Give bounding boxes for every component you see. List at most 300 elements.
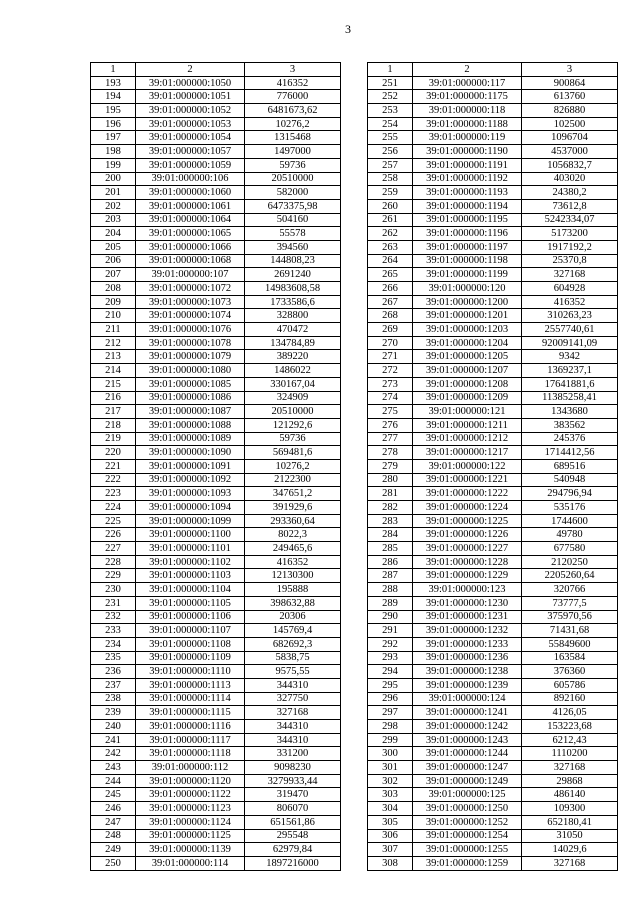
table-row — [91, 761, 341, 775]
cell-value: 295548 — [245, 829, 341, 843]
table-row — [368, 569, 618, 583]
cell-value: 6212,43 — [522, 733, 618, 747]
cell-row-number: 260 — [368, 199, 413, 213]
table-row — [368, 350, 618, 364]
cell-value: 1486022 — [245, 364, 341, 378]
cell-row-number: 248 — [91, 829, 136, 843]
cell-cadastral-id: 39:01:000000:1103 — [136, 569, 245, 583]
cell-value: 604928 — [522, 282, 618, 296]
cell-cadastral-id: 39:01:000000:1110 — [136, 665, 245, 679]
cell-row-number: 220 — [91, 446, 136, 460]
table-row — [368, 637, 618, 651]
cell-value: 389220 — [245, 350, 341, 364]
cadastral-table-right — [367, 62, 618, 871]
cell-cadastral-id: 39:01:000000:1076 — [136, 323, 245, 337]
cell-value: 1056832,7 — [522, 158, 618, 172]
cell-row-number: 259 — [368, 186, 413, 200]
table-row — [368, 432, 618, 446]
table-row — [91, 295, 341, 309]
cell-cadastral-id: 39:01:000000:1102 — [136, 555, 245, 569]
table-row — [91, 186, 341, 200]
cell-cadastral-id: 39:01:000000:1101 — [136, 542, 245, 556]
table-row — [91, 377, 341, 391]
cell-cadastral-id: 39:01:000000:1125 — [136, 829, 245, 843]
cell-row-number: 233 — [91, 624, 136, 638]
cell-value: 1897216000 — [245, 856, 341, 870]
cell-row-number: 209 — [91, 295, 136, 309]
table-row — [91, 350, 341, 364]
cell-row-number: 306 — [368, 829, 413, 843]
cell-row-number: 302 — [368, 774, 413, 788]
cell-value: 2557740,61 — [522, 323, 618, 337]
cell-cadastral-id: 39:01:000000:1191 — [413, 158, 522, 172]
cell-cadastral-id: 39:01:000000:1190 — [413, 145, 522, 159]
cell-cadastral-id: 39:01:000000:1192 — [413, 172, 522, 186]
cell-row-number: 227 — [91, 542, 136, 556]
cell-value: 102500 — [522, 117, 618, 131]
column-header-number: 1 — [91, 63, 136, 77]
cell-cadastral-id: 39:01:000000:1114 — [136, 692, 245, 706]
cell-row-number: 269 — [368, 323, 413, 337]
cell-row-number: 230 — [91, 583, 136, 597]
cell-value: 134784,89 — [245, 336, 341, 350]
cell-row-number: 200 — [91, 172, 136, 186]
cell-cadastral-id: 39:01:000000:124 — [413, 692, 522, 706]
cell-cadastral-id: 39:01:000000:1118 — [136, 747, 245, 761]
table-row — [91, 665, 341, 679]
table-row — [91, 610, 341, 624]
cell-row-number: 205 — [91, 240, 136, 254]
cell-value: 1315468 — [245, 131, 341, 145]
cell-row-number: 292 — [368, 637, 413, 651]
table-row — [368, 501, 618, 515]
cell-cadastral-id: 39:01:000000:1196 — [413, 227, 522, 241]
cell-cadastral-id: 39:01:000000:1221 — [413, 473, 522, 487]
cell-value: 5242334,07 — [522, 213, 618, 227]
cell-value: 245376 — [522, 432, 618, 446]
cell-value: 391929,6 — [245, 501, 341, 515]
table-row — [368, 678, 618, 692]
cell-cadastral-id: 39:01:000000:1208 — [413, 377, 522, 391]
cell-cadastral-id: 39:01:000000:1175 — [413, 90, 522, 104]
cell-value: 416352 — [522, 295, 618, 309]
table-row — [91, 172, 341, 186]
table-row — [368, 90, 618, 104]
cell-value: 1096704 — [522, 131, 618, 145]
cell-row-number: 244 — [91, 774, 136, 788]
table-row — [91, 405, 341, 419]
cell-row-number: 280 — [368, 473, 413, 487]
cell-row-number: 207 — [91, 268, 136, 282]
cell-row-number: 268 — [368, 309, 413, 323]
table-row — [91, 747, 341, 761]
table-row — [91, 459, 341, 473]
table-row — [368, 665, 618, 679]
cell-cadastral-id: 39:01:000000:1117 — [136, 733, 245, 747]
cell-cadastral-id: 39:01:000000:1109 — [136, 651, 245, 665]
cell-row-number: 204 — [91, 227, 136, 241]
cell-row-number: 290 — [368, 610, 413, 624]
table-row — [368, 391, 618, 405]
table-row — [368, 145, 618, 159]
cell-row-number: 247 — [91, 815, 136, 829]
cell-value: 49780 — [522, 528, 618, 542]
table-row — [368, 610, 618, 624]
cell-value: 344310 — [245, 733, 341, 747]
cell-row-number: 222 — [91, 473, 136, 487]
table-row — [91, 829, 341, 843]
table-row — [91, 391, 341, 405]
cell-cadastral-id: 39:01:000000:1079 — [136, 350, 245, 364]
cell-value: 92009141,09 — [522, 336, 618, 350]
cell-cadastral-id: 39:01:000000:1217 — [413, 446, 522, 460]
table-row — [368, 172, 618, 186]
table-row — [91, 104, 341, 118]
cell-value: 776000 — [245, 90, 341, 104]
cell-value: 1497000 — [245, 145, 341, 159]
cell-cadastral-id: 39:01:000000:1057 — [136, 145, 245, 159]
table-row — [368, 104, 618, 118]
cell-value: 806070 — [245, 802, 341, 816]
cell-row-number: 276 — [368, 418, 413, 432]
cell-cadastral-id: 39:01:000000:119 — [413, 131, 522, 145]
table-header-row — [91, 63, 341, 77]
cell-value: 55849600 — [522, 637, 618, 651]
cell-value: 3279933,44 — [245, 774, 341, 788]
cell-value: 195888 — [245, 583, 341, 597]
cell-row-number: 194 — [91, 90, 136, 104]
table-row — [91, 240, 341, 254]
cell-value: 294796,94 — [522, 487, 618, 501]
cell-row-number: 281 — [368, 487, 413, 501]
cell-row-number: 243 — [91, 761, 136, 775]
table-row — [368, 213, 618, 227]
cell-cadastral-id: 39:01:000000:1238 — [413, 665, 522, 679]
cell-row-number: 256 — [368, 145, 413, 159]
table-row — [368, 186, 618, 200]
cell-cadastral-id: 39:01:000000:1092 — [136, 473, 245, 487]
table-row — [368, 514, 618, 528]
cell-cadastral-id: 39:01:000000:1195 — [413, 213, 522, 227]
cell-cadastral-id: 39:01:000000:1211 — [413, 418, 522, 432]
cell-value: 2691240 — [245, 268, 341, 282]
cell-row-number: 255 — [368, 131, 413, 145]
cell-cadastral-id: 39:01:000000:1050 — [136, 76, 245, 90]
table-row — [91, 514, 341, 528]
table-row — [91, 596, 341, 610]
table-row — [368, 747, 618, 761]
cell-value: 1110200 — [522, 747, 618, 761]
cell-cadastral-id: 39:01:000000:120 — [413, 282, 522, 296]
cell-value: 5173200 — [522, 227, 618, 241]
cell-cadastral-id: 39:01:000000:1116 — [136, 720, 245, 734]
cell-value: 4126,05 — [522, 706, 618, 720]
cell-value: 375970,56 — [522, 610, 618, 624]
table-row — [91, 651, 341, 665]
cell-cadastral-id: 39:01:000000:1064 — [136, 213, 245, 227]
cell-row-number: 228 — [91, 555, 136, 569]
cell-cadastral-id: 39:01:000000:1123 — [136, 802, 245, 816]
cell-cadastral-id: 39:01:000000:1068 — [136, 254, 245, 268]
cell-row-number: 234 — [91, 637, 136, 651]
cell-value: 5838,75 — [245, 651, 341, 665]
cell-cadastral-id: 39:01:000000:1061 — [136, 199, 245, 213]
table-row — [368, 624, 618, 638]
cell-row-number: 285 — [368, 542, 413, 556]
cell-value: 327168 — [245, 706, 341, 720]
cell-row-number: 271 — [368, 350, 413, 364]
cell-row-number: 308 — [368, 856, 413, 870]
cell-value: 327750 — [245, 692, 341, 706]
cell-cadastral-id: 39:01:000000:123 — [413, 583, 522, 597]
cell-cadastral-id: 39:01:000000:1225 — [413, 514, 522, 528]
cell-cadastral-id: 39:01:000000:1108 — [136, 637, 245, 651]
cell-row-number: 299 — [368, 733, 413, 747]
cell-row-number: 277 — [368, 432, 413, 446]
cell-cadastral-id: 39:01:000000:1106 — [136, 610, 245, 624]
table-row — [368, 596, 618, 610]
cell-cadastral-id: 39:01:000000:1060 — [136, 186, 245, 200]
cell-row-number: 264 — [368, 254, 413, 268]
cell-cadastral-id: 39:01:000000:1228 — [413, 555, 522, 569]
cell-cadastral-id: 39:01:000000:1099 — [136, 514, 245, 528]
cell-value: 20510000 — [245, 405, 341, 419]
table-row — [368, 76, 618, 90]
table-row — [91, 268, 341, 282]
cell-value: 6473375,98 — [245, 199, 341, 213]
cell-value: 9575,55 — [245, 665, 341, 679]
cell-row-number: 267 — [368, 295, 413, 309]
table-row — [91, 309, 341, 323]
cell-row-number: 253 — [368, 104, 413, 118]
table-row — [368, 856, 618, 870]
cell-row-number: 295 — [368, 678, 413, 692]
cell-row-number: 288 — [368, 583, 413, 597]
cell-cadastral-id: 39:01:000000:1073 — [136, 295, 245, 309]
cell-row-number: 229 — [91, 569, 136, 583]
cell-cadastral-id: 39:01:000000:1205 — [413, 350, 522, 364]
cell-cadastral-id: 39:01:000000:1085 — [136, 377, 245, 391]
cell-value: 9342 — [522, 350, 618, 364]
table-row — [368, 459, 618, 473]
cell-row-number: 305 — [368, 815, 413, 829]
table-header-row — [368, 63, 618, 77]
cell-cadastral-id: 39:01:000000:1203 — [413, 323, 522, 337]
cell-cadastral-id: 39:01:000000:1113 — [136, 678, 245, 692]
cell-row-number: 237 — [91, 678, 136, 692]
table-body-right — [368, 76, 618, 870]
cell-value: 73777,5 — [522, 596, 618, 610]
cell-value: 540948 — [522, 473, 618, 487]
cell-value: 328800 — [245, 309, 341, 323]
table-row — [368, 761, 618, 775]
cell-cadastral-id: 39:01:000000:1054 — [136, 131, 245, 145]
cell-value: 689516 — [522, 459, 618, 473]
cell-row-number: 265 — [368, 268, 413, 282]
cell-row-number: 240 — [91, 720, 136, 734]
cell-cadastral-id: 39:01:000000:1227 — [413, 542, 522, 556]
cell-cadastral-id: 39:01:000000:1105 — [136, 596, 245, 610]
cell-row-number: 279 — [368, 459, 413, 473]
cell-value: 12130300 — [245, 569, 341, 583]
cell-value: 398632,88 — [245, 596, 341, 610]
cell-value: 892160 — [522, 692, 618, 706]
table-row — [368, 240, 618, 254]
table-row — [91, 706, 341, 720]
cell-value: 153223,68 — [522, 720, 618, 734]
cell-cadastral-id: 39:01:000000:1053 — [136, 117, 245, 131]
table-row — [91, 528, 341, 542]
table-row — [91, 788, 341, 802]
cell-row-number: 198 — [91, 145, 136, 159]
cell-cadastral-id: 39:01:000000:1254 — [413, 829, 522, 843]
table-row — [91, 131, 341, 145]
table-row — [91, 487, 341, 501]
cell-value: 20306 — [245, 610, 341, 624]
table-row — [368, 802, 618, 816]
table-row — [91, 843, 341, 857]
table-row — [368, 199, 618, 213]
cell-cadastral-id: 39:01:000000:1188 — [413, 117, 522, 131]
cell-cadastral-id: 39:01:000000:1199 — [413, 268, 522, 282]
cell-value: 2120250 — [522, 555, 618, 569]
table-row — [91, 733, 341, 747]
cell-row-number: 283 — [368, 514, 413, 528]
cell-row-number: 213 — [91, 350, 136, 364]
table-row — [368, 254, 618, 268]
cell-row-number: 307 — [368, 843, 413, 857]
table-row — [91, 76, 341, 90]
cell-cadastral-id: 39:01:000000:1229 — [413, 569, 522, 583]
table-row — [91, 364, 341, 378]
table-row — [91, 720, 341, 734]
cell-value: 327168 — [522, 268, 618, 282]
cell-value: 14983608,58 — [245, 282, 341, 296]
cell-row-number: 226 — [91, 528, 136, 542]
table-row — [368, 309, 618, 323]
cell-cadastral-id: 39:01:000000:1066 — [136, 240, 245, 254]
table-row — [368, 323, 618, 337]
cell-value: 331200 — [245, 747, 341, 761]
cell-row-number: 221 — [91, 459, 136, 473]
column-header-number: 1 — [368, 63, 413, 77]
cell-row-number: 294 — [368, 665, 413, 679]
table-row — [91, 336, 341, 350]
cell-value: 486140 — [522, 788, 618, 802]
cell-row-number: 195 — [91, 104, 136, 118]
cell-cadastral-id: 39:01:000000:1212 — [413, 432, 522, 446]
cell-row-number: 289 — [368, 596, 413, 610]
cell-value: 826880 — [522, 104, 618, 118]
cell-row-number: 250 — [91, 856, 136, 870]
cell-cadastral-id: 39:01:000000:1241 — [413, 706, 522, 720]
table-row — [91, 583, 341, 597]
cell-row-number: 286 — [368, 555, 413, 569]
cell-row-number: 287 — [368, 569, 413, 583]
cell-cadastral-id: 39:01:000000:1091 — [136, 459, 245, 473]
cell-value: 144808,23 — [245, 254, 341, 268]
cell-row-number: 297 — [368, 706, 413, 720]
table-row — [368, 815, 618, 829]
cell-value: 651561,86 — [245, 815, 341, 829]
cell-value: 109300 — [522, 802, 618, 816]
table-row — [91, 323, 341, 337]
cell-row-number: 246 — [91, 802, 136, 816]
cell-cadastral-id: 39:01:000000:1194 — [413, 199, 522, 213]
cell-cadastral-id: 39:01:000000:1209 — [413, 391, 522, 405]
cell-cadastral-id: 39:01:000000:1226 — [413, 528, 522, 542]
cell-value: 1917192,2 — [522, 240, 618, 254]
cell-cadastral-id: 39:01:000000:1250 — [413, 802, 522, 816]
cell-value: 582000 — [245, 186, 341, 200]
cell-row-number: 262 — [368, 227, 413, 241]
cell-row-number: 301 — [368, 761, 413, 775]
table-row — [368, 158, 618, 172]
cell-cadastral-id: 39:01:000000:1207 — [413, 364, 522, 378]
cell-cadastral-id: 39:01:000000:1193 — [413, 186, 522, 200]
cell-row-number: 210 — [91, 309, 136, 323]
table-row — [91, 774, 341, 788]
table-row — [91, 254, 341, 268]
cell-value: 14029,6 — [522, 843, 618, 857]
cell-value: 677580 — [522, 542, 618, 556]
cell-cadastral-id: 39:01:000000:1090 — [136, 446, 245, 460]
cell-row-number: 211 — [91, 323, 136, 337]
cell-row-number: 296 — [368, 692, 413, 706]
cell-cadastral-id: 39:01:000000:1242 — [413, 720, 522, 734]
cell-value: 1744600 — [522, 514, 618, 528]
table-row — [91, 692, 341, 706]
cell-value: 605786 — [522, 678, 618, 692]
cell-value: 344310 — [245, 720, 341, 734]
cell-cadastral-id: 39:01:000000:1093 — [136, 487, 245, 501]
cell-value: 62979,84 — [245, 843, 341, 857]
cell-value: 25370,8 — [522, 254, 618, 268]
cell-cadastral-id: 39:01:000000:1204 — [413, 336, 522, 350]
cell-value: 376360 — [522, 665, 618, 679]
cell-value: 10276,2 — [245, 459, 341, 473]
cell-cadastral-id: 39:01:000000:118 — [413, 104, 522, 118]
cell-row-number: 217 — [91, 405, 136, 419]
cell-value: 2205260,64 — [522, 569, 618, 583]
table-row — [368, 446, 618, 460]
cell-row-number: 196 — [91, 117, 136, 131]
cell-row-number: 274 — [368, 391, 413, 405]
table-row — [91, 501, 341, 515]
table-row — [368, 733, 618, 747]
cell-row-number: 304 — [368, 802, 413, 816]
cell-cadastral-id: 39:01:000000:1222 — [413, 487, 522, 501]
table-row — [91, 213, 341, 227]
cell-cadastral-id: 39:01:000000:1065 — [136, 227, 245, 241]
cell-value: 320766 — [522, 583, 618, 597]
cell-row-number: 231 — [91, 596, 136, 610]
cell-cadastral-id: 39:01:000000:1247 — [413, 761, 522, 775]
cell-row-number: 219 — [91, 432, 136, 446]
cell-value: 324909 — [245, 391, 341, 405]
cell-row-number: 214 — [91, 364, 136, 378]
table-row — [368, 268, 618, 282]
cell-value: 1714412,56 — [522, 446, 618, 460]
cell-value: 504160 — [245, 213, 341, 227]
table-row — [368, 720, 618, 734]
cell-value: 249465,6 — [245, 542, 341, 556]
cell-row-number: 216 — [91, 391, 136, 405]
cell-value: 9098230 — [245, 761, 341, 775]
cell-value: 403020 — [522, 172, 618, 186]
cell-row-number: 263 — [368, 240, 413, 254]
cell-row-number: 266 — [368, 282, 413, 296]
